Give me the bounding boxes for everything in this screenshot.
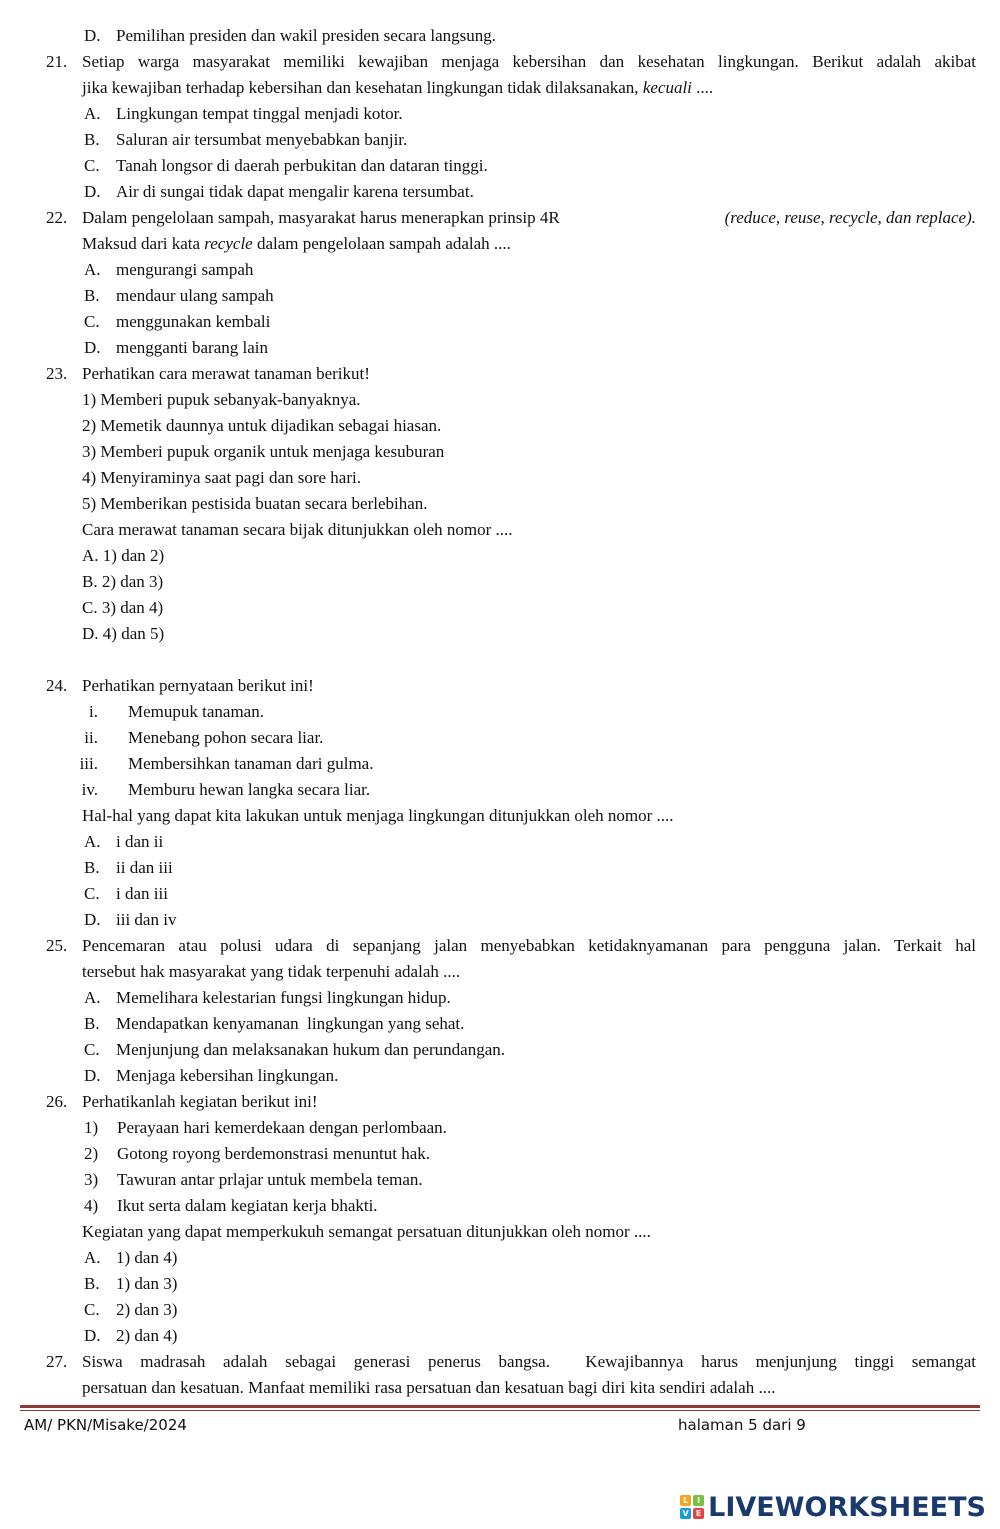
item-text: Tawuran antar prlajar untuk membela teman. — [117, 1170, 423, 1189]
option-letter: B. — [84, 130, 100, 149]
q21-line2-text: jika kewajiban terhadap kebersihan dan kesehatan lingkungan tidak dilaksanakan, — [82, 78, 643, 97]
q23-option-c: C. 3) dan 4) — [82, 598, 164, 617]
item-label: 3) — [84, 1170, 99, 1189]
option-letter: D. — [84, 1326, 101, 1345]
q22-line1-italic: (reduce, reuse, recycle, dan replace). — [724, 208, 976, 227]
q27-line1: Siswa madrasah adalah sebagai generasi penerus bangsa. Kewajibannya harus menjunjung tinggi semangat — [82, 1352, 976, 1371]
q25-line1: Pencemaran atau polusi udara di sepanjang jalan menyebabkan ketidaknyamanan para pengguna jalan. Terkait hal — [82, 936, 976, 955]
option-letter: C. — [84, 884, 100, 903]
q23-intro: Perhatikan cara merawat tanaman berikut! — [82, 364, 370, 383]
logo-cell-4: E — [693, 1508, 704, 1519]
q23-item-5: 5) Memberikan pestisida buatan secara berlebihan. — [82, 494, 428, 513]
q21-line2-end: .... — [691, 78, 714, 97]
q23-option-a: A. 1) dan 2) — [82, 546, 165, 565]
option-letter: A. — [84, 988, 101, 1007]
q27-line2: persatuan dan kesatuan. Manfaat memiliki rasa persatuan dan kesatuan bagi diri kita sendiri adalah .... — [82, 1378, 776, 1397]
q24-intro: Perhatikan pernyataan berikut ini! — [82, 676, 314, 695]
q22-line2-end: dalam pengelolaan sampah adalah .... — [252, 234, 511, 253]
item-text: Memburu hewan langka secara liar. — [128, 780, 371, 799]
liveworksheets-logo-text: LIVEWORKSHEETS — [708, 1491, 986, 1523]
item-label: iii. — [79, 754, 98, 773]
q25-line2: tersebut hak masyarakat yang tidak terpenuhi adalah .... — [82, 962, 461, 981]
option-text: Memelihara kelestarian fungsi lingkungan hidup. — [116, 988, 451, 1007]
q23-item-4: 4) Menyiraminya saat pagi dan sore hari. — [82, 468, 361, 487]
q23-item-2: 2) Memetik daunnya untuk dijadikan sebagai hiasan. — [82, 416, 442, 435]
item-label: 4) — [84, 1196, 99, 1215]
option-letter: B. — [84, 1274, 100, 1293]
option-letter: D. — [84, 910, 101, 929]
q21-number: 21. — [46, 52, 68, 71]
q20-option-d-text: Pemilihan presiden dan wakil presiden secara langsung. — [116, 26, 497, 45]
logo-cell-1: L — [680, 1495, 691, 1506]
item-label: 2) — [84, 1144, 99, 1163]
q22-number: 22. — [46, 208, 68, 227]
option-text: 2) dan 4) — [116, 1326, 178, 1345]
q24-number: 24. — [46, 676, 68, 695]
item-label: ii. — [84, 728, 98, 747]
footer-document-code: AM/ PKN/Misake/2024 — [24, 1416, 187, 1434]
item-text: Ikut serta dalam kegiatan kerja bhakti. — [117, 1196, 378, 1215]
item-text: Memupuk tanaman. — [128, 702, 264, 721]
option-text: 2) dan 3) — [116, 1300, 178, 1319]
option-letter: A. — [84, 1248, 101, 1267]
liveworksheets-logo-icon — [680, 1495, 704, 1519]
q24-question: Hal-hal yang dapat kita lakukan untuk menjaga lingkungan ditunjukkan oleh nomor .... — [82, 806, 674, 825]
q23-number: 23. — [46, 364, 68, 383]
option-text: mengganti barang lain — [116, 338, 269, 357]
option-letter: D. — [84, 1066, 101, 1085]
option-text: iii dan iv — [116, 910, 177, 929]
q23-item-1: 1) Memberi pupuk sebanyak-banyaknya. — [82, 390, 361, 409]
option-letter: C. — [84, 1300, 100, 1319]
liveworksheets-logo — [680, 1490, 986, 1524]
option-text: Mendapatkan kenyamanan lingkungan yang sehat. — [116, 1014, 465, 1033]
option-text: ii dan iii — [116, 858, 173, 877]
q22-line1-text: Dalam pengelolaan sampah, masyarakat harus menerapkan prinsip 4R — [82, 208, 564, 227]
logo-cell-3: V — [680, 1508, 691, 1519]
q26-intro: Perhatikanlah kegiatan berikut ini! — [82, 1092, 318, 1111]
item-text: Menebang pohon secara liar. — [128, 728, 324, 747]
option-letter: A. — [84, 832, 101, 851]
option-letter: A. — [84, 260, 101, 279]
q22-line2-italic: recycle — [204, 234, 253, 253]
option-text: Menjaga kebersihan lingkungan. — [116, 1066, 339, 1085]
q26-number: 26. — [46, 1092, 68, 1111]
option-text: Lingkungan tempat tinggal menjadi kotor. — [116, 104, 403, 123]
option-letter: C. — [84, 156, 100, 175]
q23-item-3: 3) Memberi pupuk organik untuk menjaga kesuburan — [82, 442, 445, 461]
option-text: Tanah longsor di daerah perbukitan dan dataran tinggi. — [116, 156, 488, 175]
option-letter: A. — [84, 104, 101, 123]
logo-cell-2: I — [693, 1495, 704, 1506]
option-text: mendaur ulang sampah — [116, 286, 274, 305]
q23-option-b: B. 2) dan 3) — [82, 572, 164, 591]
item-label: iv. — [81, 780, 98, 799]
q23-option-d: D. 4) dan 5) — [82, 624, 165, 643]
q21-line2 — [82, 78, 713, 98]
option-letter: B. — [84, 286, 100, 305]
option-text: i dan ii — [116, 832, 164, 851]
item-text: Perayaan hari kemerdekaan dengan perlombaan. — [117, 1118, 447, 1137]
q26-question: Kegiatan yang dapat memperkukuh semangat persatuan ditunjukkan oleh nomor .... — [82, 1222, 651, 1241]
option-text: mengurangi sampah — [116, 260, 254, 279]
option-letter: B. — [84, 1014, 100, 1033]
q23-question: Cara merawat tanaman secara bijak ditunjukkan oleh nomor .... — [82, 520, 513, 539]
option-text: 1) dan 4) — [116, 1248, 178, 1267]
footer-rule-thin — [20, 1410, 980, 1411]
footer-rule-thick — [20, 1405, 980, 1408]
item-text: Membersihkan tanaman dari gulma. — [128, 754, 374, 773]
q21-line1: Setiap warga masyarakat memiliki kewajiban menjaga kebersihan dan kesehatan lingkungan. Berikut adalah akibat — [82, 52, 976, 71]
item-label: i. — [89, 702, 98, 721]
option-letter: D. — [84, 182, 101, 201]
option-text: i dan iii — [116, 884, 168, 903]
q22-line1 — [82, 208, 976, 228]
q25-number: 25. — [46, 936, 68, 955]
option-text: menggunakan kembali — [116, 312, 271, 331]
item-text: Gotong royong berdemonstrasi menuntut hak. — [117, 1144, 431, 1163]
option-letter: C. — [84, 1040, 100, 1059]
option-text: 1) dan 3) — [116, 1274, 178, 1293]
item-label: 1) — [84, 1118, 99, 1137]
q21-line2-italic: kecuali — [642, 78, 692, 97]
option-letter: B. — [84, 858, 100, 877]
option-text: Saluran air tersumbat menyebabkan banjir. — [116, 130, 408, 149]
q27-number: 27. — [46, 1352, 68, 1371]
footer-page-number: halaman 5 dari 9 — [678, 1416, 806, 1434]
option-letter: D. — [84, 338, 101, 357]
q22-line2-text: Maksud dari kata — [82, 234, 205, 253]
option-text: Menjunjung dan melaksanakan hukum dan perundangan. — [116, 1040, 506, 1059]
q20-option-d-letter: D. — [84, 26, 101, 45]
option-letter: C. — [84, 312, 100, 331]
q22-line2 — [82, 234, 511, 254]
option-text: Air di sungai tidak dapat mengalir karena tersumbat. — [116, 182, 474, 201]
